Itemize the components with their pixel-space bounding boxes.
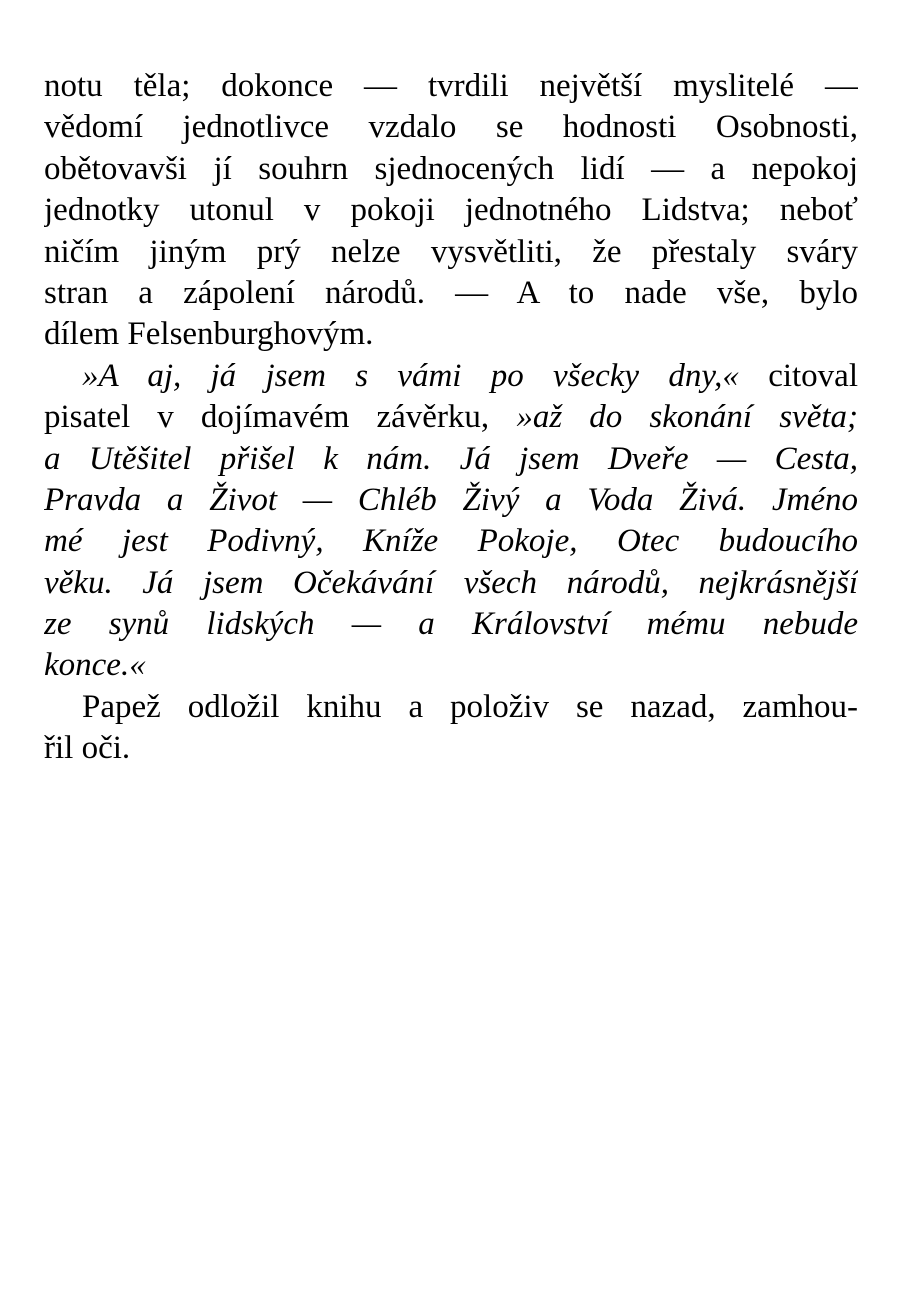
italic-text: »až do skonání světa; (516, 399, 858, 436)
text-line (44, 439, 858, 480)
text-line (44, 645, 858, 686)
text-line (44, 107, 858, 148)
text-line (44, 728, 858, 769)
text-run: řil oči. (44, 730, 131, 767)
paragraph-3 (44, 687, 858, 770)
text-run: dílem Felsenburghovým. (44, 316, 374, 353)
italic-text: mé jest Podivný, Kníže Pokoje, Otec budoucího (44, 523, 858, 560)
italic-text: konce.« (44, 647, 146, 684)
text-run: vědomí jednotlivce vzdalo se hodnosti Osobnosti, (44, 109, 858, 146)
text-run: citoval (738, 357, 858, 394)
text-line (44, 273, 858, 314)
italic-text: ze synů lidských — a Království mému nebude (44, 606, 858, 643)
text-run: stran a zápolení národů. — A to nade vše, bylo (44, 274, 858, 311)
text-line (44, 314, 858, 355)
text-line (44, 190, 858, 231)
text-run: notu těla; dokonce — tvrdili největší myslitelé — (44, 68, 858, 104)
text-line (44, 356, 858, 397)
italic-text: »A aj, já jsem s vámi po všecky dny,« (82, 357, 739, 394)
text-line (44, 66, 858, 107)
paragraph-2 (44, 356, 858, 687)
text-run: obětovavši jí souhrn sjednocených lidí — a nepokoj (44, 150, 858, 187)
text-run: jednotky utonul v pokoji jednotného Lidstva; neboť (44, 192, 858, 229)
paragraph-1 (44, 66, 858, 356)
text-run: Papež odložil knihu a položiv se nazad, zamhou- (82, 688, 858, 725)
text-line (44, 521, 858, 562)
text-run: pisatel v dojímavém závěrku, (44, 399, 517, 436)
text-line (44, 604, 858, 645)
text-line (44, 232, 858, 273)
text-line (44, 149, 858, 190)
text-line (44, 687, 858, 728)
text-run: ničím jiným prý nelze vysvětliti, že přestaly sváry (44, 233, 858, 270)
page-body (44, 66, 858, 770)
italic-text: a Utěšitel přišel k nám. Já jsem Dveře — Cesta, (44, 440, 858, 477)
text-line (44, 480, 858, 521)
italic-text: věku. Já jsem Očekávání všech národů, nejkrásnější (44, 564, 858, 601)
text-line (44, 397, 858, 438)
italic-text: Pravda a Život — Chléb Živý a Voda Živá. Jméno (44, 481, 858, 518)
text-line (44, 563, 858, 604)
